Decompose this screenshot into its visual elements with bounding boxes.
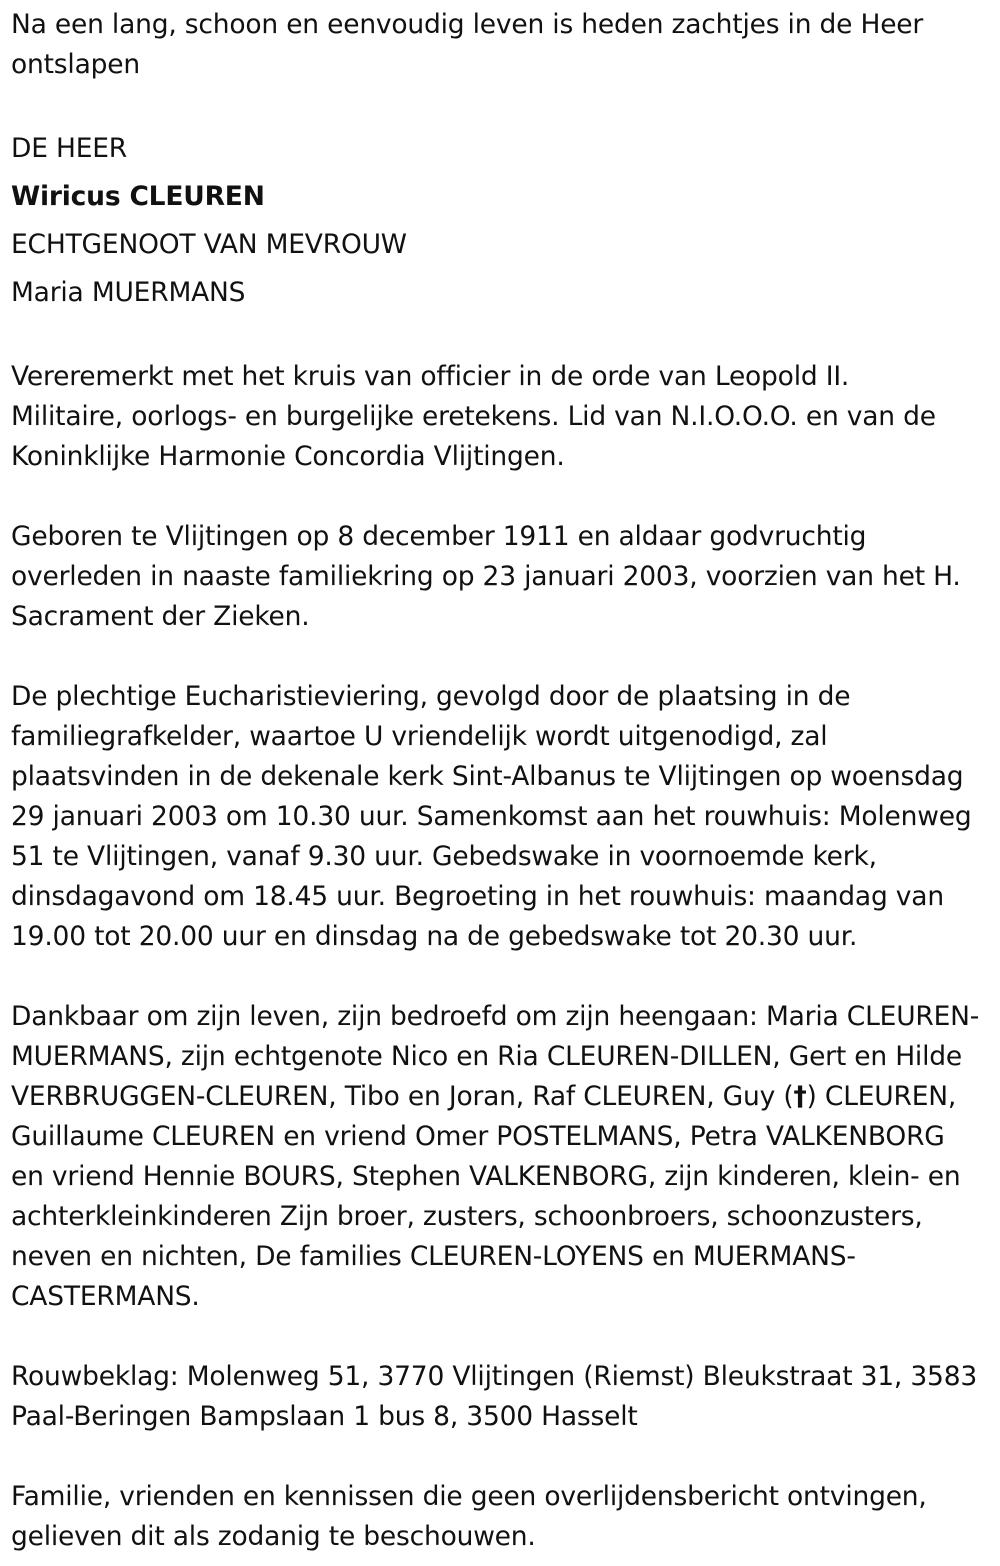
ceremony-line: 29 januari 2003 om 10.30 uur. Samenkomst aan het rouwhuis: Molenweg — [11, 801, 972, 832]
family-line-text: ) CLEUREN, — [806, 1081, 957, 1112]
family-line: CASTERMANS. — [11, 1281, 200, 1312]
family-line-text: VERBRUGGEN-CLEUREN, Tibo en Joran, Raf CLEUREN, Guy ( — [11, 1081, 794, 1112]
deceased-block — [11, 125, 991, 317]
address-line: Rouwbeklag: Molenweg 51, 3770 Vlijtingen (Riemst) Bleukstraat 31, 3583 — [11, 1361, 978, 1392]
ceremony-line: familiegrafkelder, waartoe U vriendelijk wordt uitgenodigd, zal — [11, 721, 828, 752]
family-paragraph — [11, 997, 991, 1317]
birth-death-line: Geboren te Vlijtingen op 8 december 1911 en aldaar godvruchtig — [11, 521, 867, 552]
ceremony-line: plaatsvinden in de dekenale kerk Sint-Albanus te Vlijtingen op woensdag — [11, 761, 964, 792]
spouse-name: Maria MUERMANS — [11, 277, 246, 308]
spouse-label: ECHTGENOOT VAN MEVROUW — [11, 229, 407, 260]
birth-death-paragraph — [11, 517, 991, 637]
honors-line: Koninklijke Harmonie Concordia Vlijtingen. — [11, 441, 565, 472]
ceremony-line: 51 te Vlijtingen, vanaf 9.30 uur. Gebedswake in voornoemde kerk, — [11, 841, 877, 872]
family-line: MUERMANS, zijn echtgenote Nico en Ria CLEUREN-DILLEN, Gert en Hilde — [11, 1041, 962, 1072]
birth-death-line: Sacrament der Zieken. — [11, 601, 310, 632]
family-line: neven en nichten, De families CLEUREN-LOYENS en MUERMANS- — [11, 1241, 856, 1272]
family-line: Dankbaar om zijn leven, zijn bedroefd om zijn heengaan: Maria CLEUREN- — [11, 1001, 980, 1032]
address-line: Paal-Beringen Bampslaan 1 bus 8, 3500 Hasselt — [11, 1401, 638, 1432]
honors-line: Vereremerkt met het kruis van officier in de orde van Leopold II. — [11, 361, 850, 392]
intro-paragraph — [11, 5, 991, 85]
cross-icon: † — [793, 1081, 807, 1112]
ceremony-line: 19.00 tot 20.00 uur en dinsdag na de gebedswake tot 20.30 uur. — [11, 921, 858, 952]
closing-line: gelieven dit als zodanig te beschouwen. — [11, 1521, 536, 1552]
ceremony-paragraph — [11, 677, 991, 957]
closing-line: Familie, vrienden en kennissen die geen overlijdensbericht ontvingen, — [11, 1481, 927, 1512]
mourning-address-paragraph — [11, 1357, 991, 1437]
ceremony-line: dinsdagavond om 18.45 uur. Begroeting in het rouwhuis: maandag van — [11, 881, 944, 912]
ceremony-line: De plechtige Eucharistieviering, gevolgd door de plaatsing in de — [11, 681, 851, 712]
intro-line: ontslapen — [11, 49, 140, 80]
title-label: DE HEER — [11, 133, 127, 164]
death-notice — [11, 5, 991, 1557]
closing-paragraph — [11, 1477, 991, 1557]
family-line: en vriend Hennie BOURS, Stephen VALKENBORG, zijn kinderen, klein- en — [11, 1161, 961, 1192]
family-line: achterkleinkinderen Zijn broer, zusters, schoonbroers, schoonzusters, — [11, 1201, 923, 1232]
family-line — [11, 1077, 991, 1117]
intro-line: Na een lang, schoon en eenvoudig leven is heden zachtjes in de Heer — [11, 9, 924, 40]
family-line: Guillaume CLEUREN en vriend Omer POSTELMANS, Petra VALKENBORG — [11, 1121, 945, 1152]
honors-line: Militaire, oorlogs- en burgelijke eretekens. Lid van N.I.O.O.O. en van de — [11, 401, 936, 432]
honors-paragraph — [11, 357, 991, 477]
birth-death-line: overleden in naaste familiekring op 23 januari 2003, voorzien van het H. — [11, 561, 961, 592]
deceased-name: Wiricus CLEUREN — [11, 181, 265, 212]
